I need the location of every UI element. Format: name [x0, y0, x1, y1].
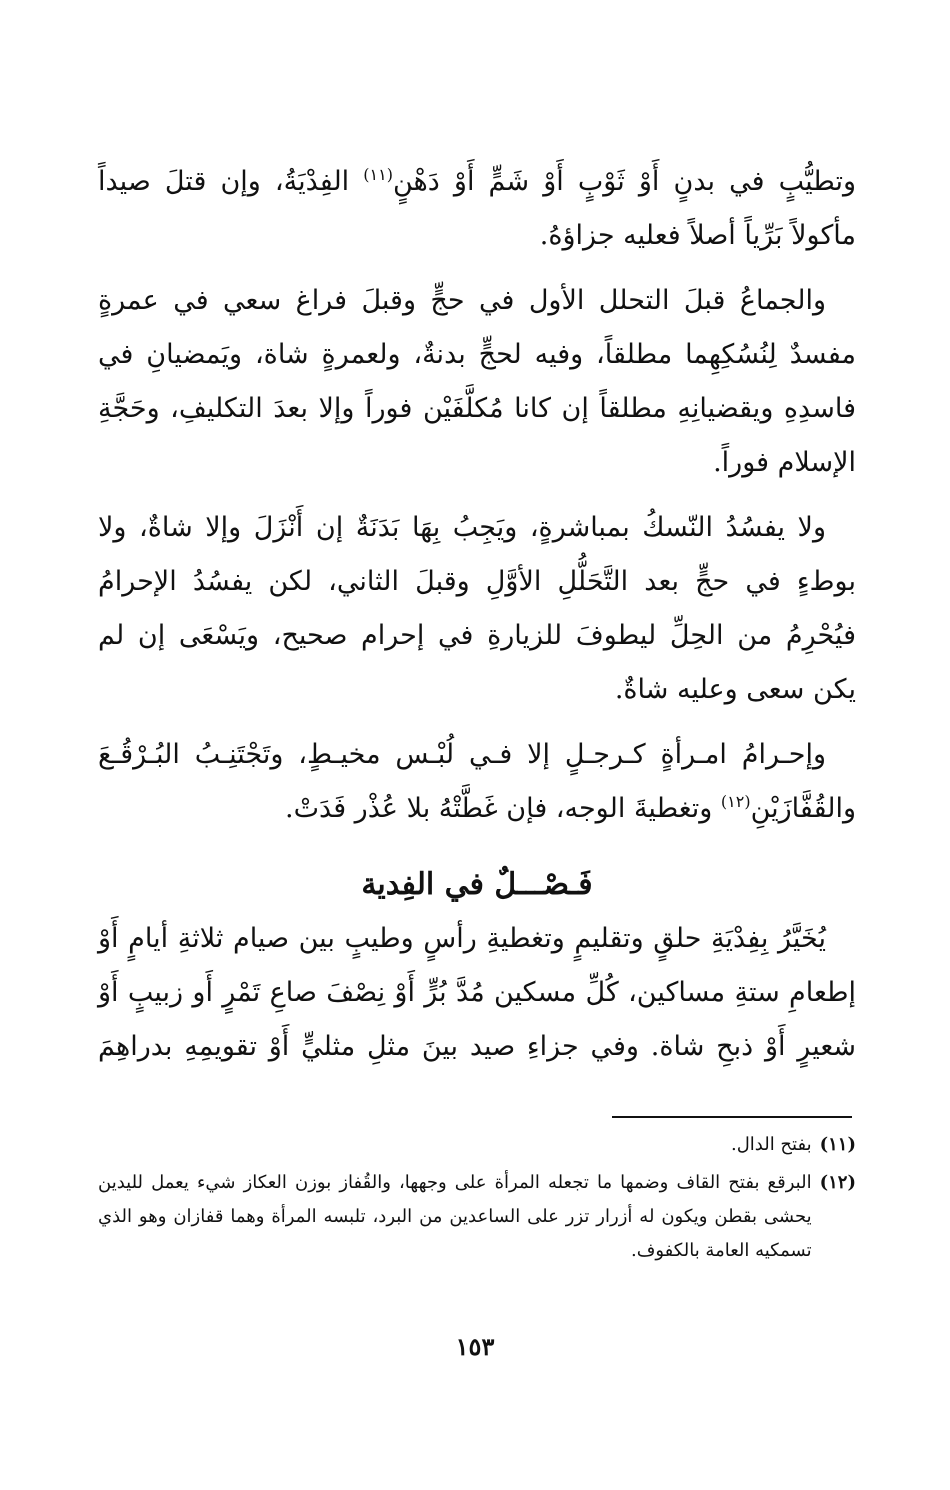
- footnotes-block: [98, 1128, 856, 1272]
- paragraph-4-text-continued: وتغطيةَ الوجه، فإن غَطَّتْهُ بلا عُذْر فَدَتْ.: [285, 793, 721, 824]
- footnote-text: البرقع بفتح القاف وضمها ما تجعله المرأة على وجهها، والقُفاز بوزن العكاز شيء يعمل لليدين يحشى بقطن ويكون له أزرار تزر على الساعدين من البرد، تلبسه المرأة وهما قفازان وهو الذي تسمكيه العامة بالكفوف.: [98, 1172, 812, 1261]
- footnote-number: (١١): [819, 1134, 856, 1155]
- paragraph-1-text-continued: الفِدْيَةُ، وإن قتلَ صيداً مأكولاً بَرِّياً أصلاً فعليه جزاؤهُ.: [98, 166, 856, 251]
- footnote-ref-12: (١٢): [720, 792, 751, 811]
- section-paragraph: يُخَيَّرُ بِفِدْيَةِ حلقٍ وتقليمٍ وتغطيةِ رأسٍ وطيبٍ بين صيام ثلاثةِ أيامٍ أَوْ إطعامِ ستةِ مساكين، كُلِّ مسكين مُدَّ بُرٍّ أَوْ نِصْفَ صاعِ تَمْرٍ أَو زبيبٍ أَوْ شعيرٍ أَوْ ذبحِ شاة. وفي جزاءِ صيد بينَ مثلِ مثليٍّ أَوْ تقويمِهِ بدراهِمَ: [98, 923, 856, 1062]
- main-text-block: [98, 155, 856, 847]
- paragraph-1-text: وتطيُّبٍ في بدنٍ أَوْ ثَوْبٍ أَوْ شَمٍّ أَوْ دَهْنٍ: [392, 166, 856, 197]
- paragraph-1: [98, 155, 856, 263]
- paragraph-2: والجماعُ قبلَ التحلل الأول في حجٍّ وقبلَ فراغ سعي في عمرةٍ مفسدٌ لِنُسُكِهِما مطلقاً، وفيه لحجٍّ بدنةٌ، ولعمرةٍ شاة، ويَمضيانِ في فاسدِهِ ويقضيانِهِ مطلقاً إن كانا مُكلَّفَيْن فوراً وإلا بعدَ التكليفِ، وحَجَّةِ الإسلام فوراً.: [98, 285, 856, 478]
- paragraph-3: ولا يفسُدُ النّسكُ بمباشرةٍ، ويَجِبُ بِهَا بَدَنَةٌ إن أَنْزَلَ وإلا شاةٌ، ولا بوطءٍ في حجٍّ بعد التَّحَلُّلِ الأوَّلِ وقبلَ الثاني، لكن يفسُدُ الإحرامُ فيُحْرِمُ من الحِلِّ ليطوفَ للزيارةِ في إحرام صحيح، ويَسْعَى إن لم يكن سعى وعليه شاةٌ.: [98, 512, 856, 705]
- footnote-11: [98, 1128, 856, 1162]
- paragraph-4: [98, 728, 856, 836]
- footnote-text: بفتح الدال.: [730, 1134, 812, 1155]
- footnote-12: [98, 1166, 856, 1268]
- paragraph-4-text: وإحـرامُ امـرأةٍ كـرجـلٍ إلا فـي لُبْـس مخيـطٍ، وتَجْتَنِـبُ البُـرْقُـعَ والقُفَّازَيْنِ: [98, 739, 856, 824]
- footnote-ref-11: (١١): [363, 165, 393, 184]
- footnote-divider: [612, 1116, 852, 1118]
- page-number: ١٥٣: [455, 1332, 495, 1361]
- section-heading: فَـصْـــلٌ في الفِدية: [361, 867, 593, 902]
- footnote-number: (١٢): [819, 1172, 856, 1193]
